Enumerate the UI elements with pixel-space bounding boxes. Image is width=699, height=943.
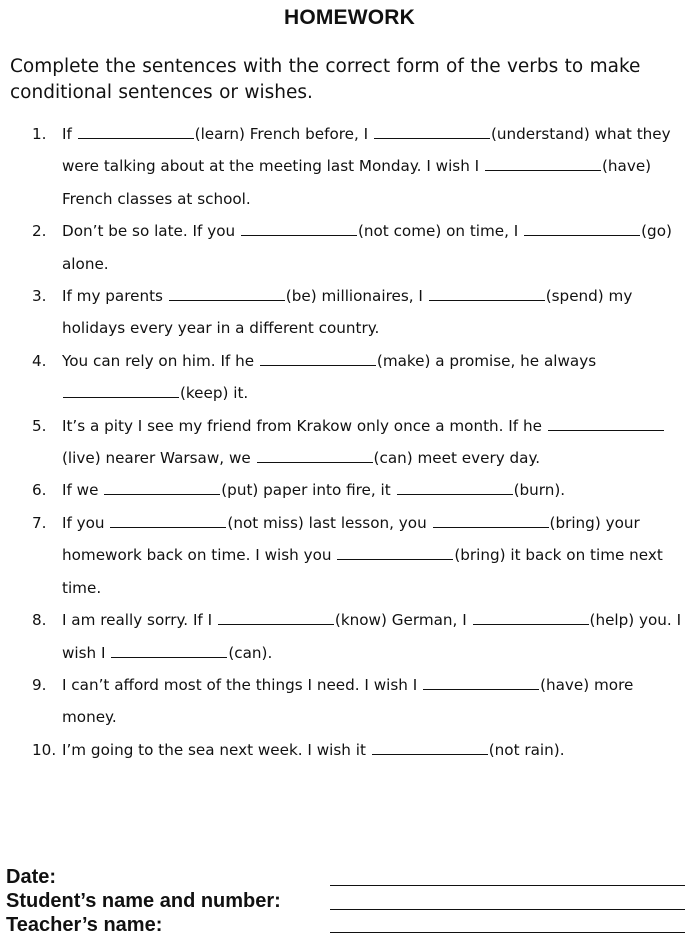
exercise-item xyxy=(0,669,699,734)
answer-blank[interactable] xyxy=(260,352,376,366)
exercise-text: (learn) French before, I xyxy=(194,125,373,143)
exercise-text: (spend) my holidays every year in a different country. xyxy=(62,287,633,338)
exercise-text: (not rain). xyxy=(488,740,565,759)
exercise-text: (understand) what they were talking about at the meeting last Monday. I wish I xyxy=(62,125,671,176)
exercise-list xyxy=(0,118,699,766)
exercise-text: (have) French classes at school. xyxy=(62,157,652,208)
answer-blank[interactable] xyxy=(257,449,373,463)
answer-blank[interactable] xyxy=(337,546,453,560)
exercise-item xyxy=(0,345,699,410)
exercise-item xyxy=(0,507,699,604)
exercise-text: (go) alone. xyxy=(62,222,672,273)
exercise-text: Don’t be so late. If you xyxy=(62,222,240,241)
exercise-text: If my parents xyxy=(62,287,168,306)
exercise-text: (keep) it. xyxy=(180,384,249,403)
exercise-text: (live) nearer Warsaw, we xyxy=(62,449,256,468)
exercise-text: I am really sorry. If I xyxy=(62,611,217,630)
exercise-number: 7. xyxy=(32,513,47,532)
answer-blank[interactable] xyxy=(241,222,357,236)
exercise-text: (can). xyxy=(228,643,273,662)
exercise-text: I’m going to the sea next week. I wish it xyxy=(62,740,371,759)
exercise-number: 2. xyxy=(32,222,47,241)
exercise-text: (have) more money. xyxy=(62,675,634,727)
student-name-line[interactable] xyxy=(330,909,685,910)
exercise-text: If we xyxy=(62,481,104,500)
teacher-name-label: Teacher’s name: xyxy=(6,914,163,936)
answer-blank[interactable] xyxy=(78,125,194,139)
exercise-item xyxy=(0,215,699,280)
exercise-text: If you xyxy=(62,513,110,532)
exercise-item xyxy=(0,474,699,506)
answer-blank[interactable] xyxy=(485,157,601,171)
date-line[interactable] xyxy=(330,885,685,886)
exercise-number: 8. xyxy=(32,611,47,630)
answer-blank[interactable] xyxy=(104,481,220,495)
answer-blank[interactable] xyxy=(423,676,539,690)
exercise-item xyxy=(0,734,699,766)
exercise-text: (know) German, I xyxy=(334,611,472,630)
answer-blank[interactable] xyxy=(473,611,589,625)
exercise-text: (make) a promise, he always xyxy=(376,351,597,370)
exercise-number: 4. xyxy=(32,351,47,370)
exercise-number: 3. xyxy=(32,287,47,306)
exercise-text: If xyxy=(62,125,77,143)
answer-blank[interactable] xyxy=(433,514,549,528)
student-name-label: Student’s name and number: xyxy=(6,890,281,912)
exercise-text: (bring) it back on time next time. xyxy=(62,546,663,597)
answer-blank[interactable] xyxy=(169,287,285,301)
exercise-text: (bring) your homework back on time. I wish you xyxy=(62,513,640,565)
page-title: HOMEWORK xyxy=(283,6,416,29)
date-label: Date: xyxy=(6,866,57,888)
exercise-item xyxy=(0,410,699,475)
answer-blank[interactable] xyxy=(548,417,664,431)
answer-blank[interactable] xyxy=(218,611,334,625)
answer-blank[interactable] xyxy=(429,287,545,301)
exercise-number: 1. xyxy=(32,125,47,143)
answer-blank[interactable] xyxy=(111,644,227,658)
answer-blank[interactable] xyxy=(110,514,226,528)
exercise-item xyxy=(0,604,699,669)
exercise-text: (help) you. I wish I xyxy=(62,611,682,662)
exercise-number: 10. xyxy=(32,740,57,759)
exercise-text: I can’t afford most of the things I need. I wish I xyxy=(62,675,423,694)
exercise-text: (not come) on time, I xyxy=(357,222,524,241)
exercise-text: (not miss) last lesson, you xyxy=(227,513,432,532)
answer-blank[interactable] xyxy=(374,125,490,139)
instructions: Complete the sentences with the correct form of the verbs to make conditional sentences or wishes. xyxy=(10,56,641,103)
exercise-text: (put) paper into fire, it xyxy=(221,481,396,500)
exercise-text: It’s a pity I see my friend from Krakow only once a month. If he xyxy=(62,416,547,435)
exercise-item xyxy=(0,118,699,215)
answer-blank[interactable] xyxy=(63,384,179,398)
exercise-item xyxy=(0,280,699,345)
answer-blank[interactable] xyxy=(524,222,640,236)
teacher-name-line[interactable] xyxy=(330,932,685,933)
answer-blank[interactable] xyxy=(397,481,513,495)
exercise-text: (burn). xyxy=(513,481,566,500)
answer-blank[interactable] xyxy=(372,741,488,755)
exercise-number: 9. xyxy=(32,675,47,694)
exercise-text: (can) meet every day. xyxy=(373,449,541,468)
exercise-number: 6. xyxy=(32,481,47,500)
exercise-number: 5. xyxy=(32,416,47,435)
exercise-text: You can rely on him. If he xyxy=(62,351,259,370)
exercise-text: (be) millionaires, I xyxy=(285,287,428,306)
